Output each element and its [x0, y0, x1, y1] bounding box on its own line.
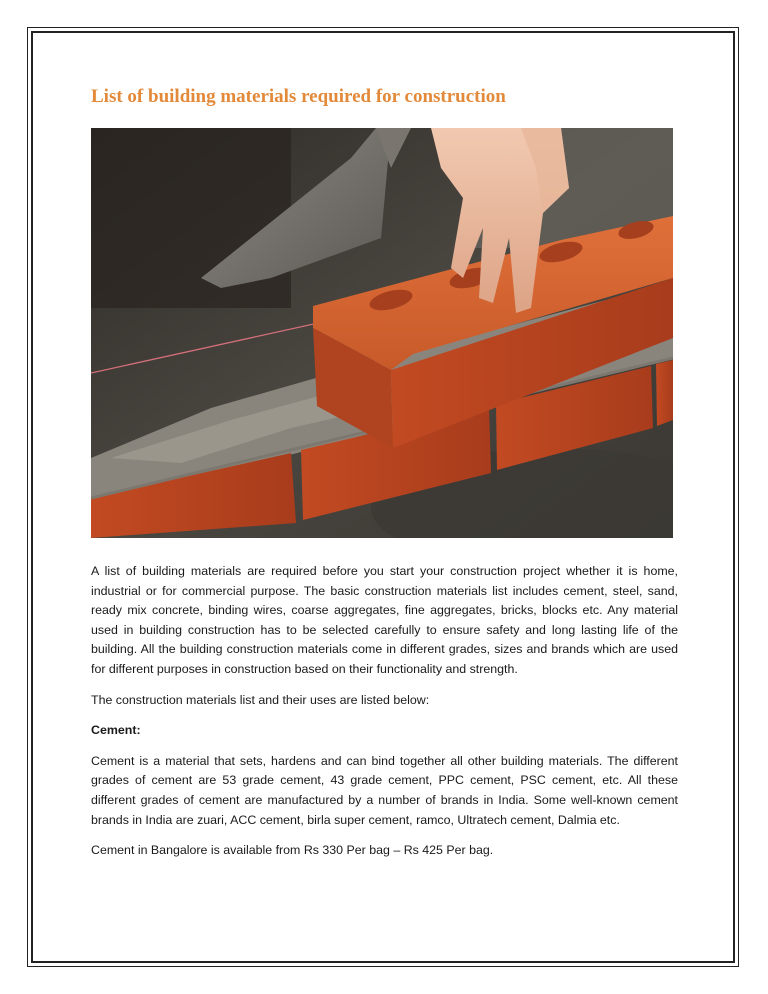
list-intro-paragraph: The construction materials list and their uses are listed below:	[91, 692, 430, 707]
document-title: List of building materials required for construction	[91, 86, 506, 107]
cement-price-paragraph: Cement in Bangalore is available from Rs 330 Per bag – Rs 425 Per bag.	[91, 843, 494, 858]
document-body	[91, 562, 678, 872]
cement-heading: Cement:	[91, 723, 141, 738]
cement-paragraph: Cement is a material that sets, hardens and can bind together all other building materials. The different grades of cement are 53 grade cement, 43 grade cement, PPC cement, PSC cement, etc. All these different grades of cement are manufactured by a number of brands in India. Some well-known cement brands in India are zuari, ACC cement, birla super cement, ramco, Ultratech cement, Dalmia etc.	[91, 753, 678, 827]
brick-laying-photo	[91, 128, 673, 538]
intro-paragraph: A list of building materials are required before you start your construction project whether it is home, industrial or for commercial purpose. The basic construction materials list includes cement, steel, sand, ready mix concrete, binding wires, coarse aggregates, fine aggregates, bricks, blocks etc. Any material used in building construction has to be selected carefully to ensure safety and long lasting life of the building. All the building construction materials come in different grades, sizes and brands which are used for different purposes in construction based on their functionality and strength.	[91, 564, 678, 676]
